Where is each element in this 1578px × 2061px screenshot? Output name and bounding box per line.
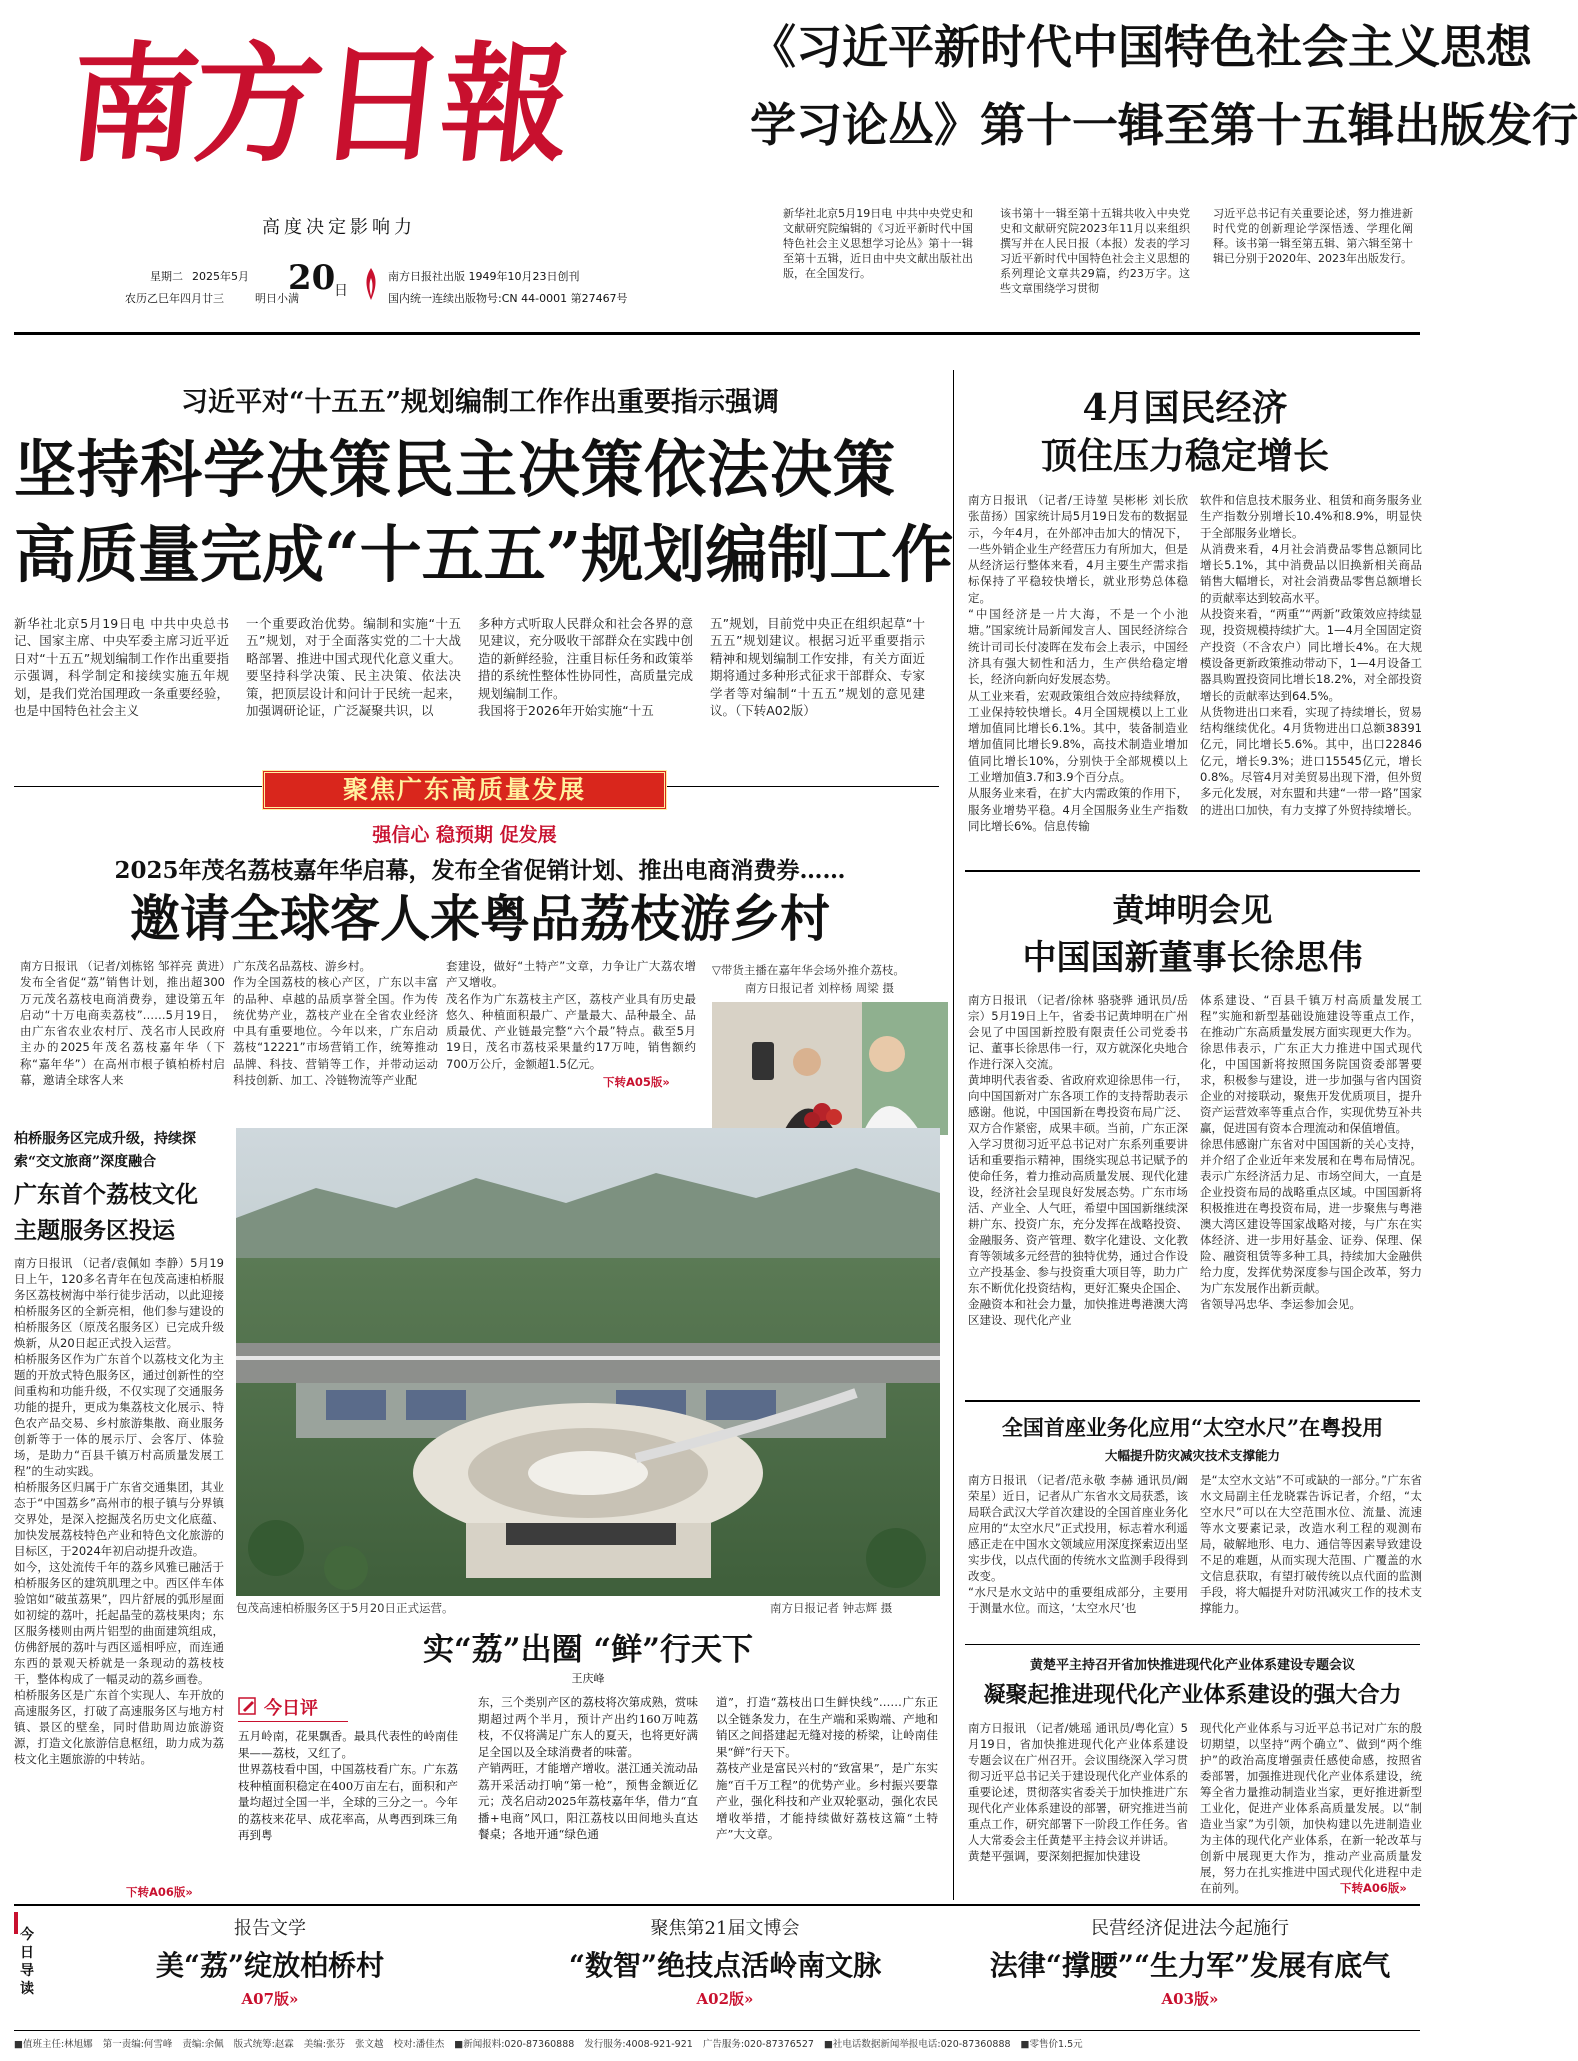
guide-item-kicker: 民营经济促进法今起施行 [1091, 1918, 1289, 1939]
footer-item: 责编:余佩 [182, 2039, 224, 2050]
date-block [125, 258, 770, 312]
service-kicker: 柏桥服务区完成升级，持续探索“交文旅商”深度融合 [14, 1131, 196, 1170]
lychee-col2: 广东茂名品荔枝、游乡村。 作为全国荔枝的核心产区，广东以丰富的品种、卓越的品质享誉全国。作为传统优势产业，荔枝产业在全省农业经济中具有重要地位。今年以来，广东启动荔枝“12221”市场营销工作，统筹推动品牌、科技、营销等工作，并带动运动科技创新、加工、冷链物流等产业配 [233, 959, 438, 1088]
footer-item: ■新闻报料:020-87360888 [454, 2039, 575, 2050]
lychee-continue-label: 下转A05版 [603, 1075, 663, 1089]
guide-item-page: A03版» [1161, 1990, 1219, 2008]
meeting-col1: 南方日报讯 （记者/徐林 骆骁骅 通讯员/岳宗）5月19日上午，省委书记黄坤明在广州会见了中国国新控股有限责任公司党委书记、董事长徐思伟一行，双方就深化央地合作进行深入交流。 黄坤明代表省委、省政府欢迎徐思伟一行，向中国国新对广东各项工作的支持帮助表示感谢。他说，中国国新在粤投资布局广泛、双方合作紧密，成果丰硕。当前，广东正深入学习贯彻习近平总书记对广东系列重要讲话和重要指示精神，围绕实现总书记赋予的使命任务，着力推动高质量发展、现代化建设，经济社会呈现良好发展态势。广东市场活、产业全、人气旺，希望中国国新继续深耕广东、投资广东，充分发挥在战略投资、金融服务、资产管理、数字化建设、文化教育等领域多元经营的独特优势，通过合作设立产投基金、参与投资重大项目等，助力广东不断优化投资结构，更好汇聚央企国企、金融资本和社会力量，加快推进粤港澳大湾区建设、现代化产业 [968, 993, 1188, 1327]
masthead-slogan: 高度决定影响力 [262, 217, 416, 238]
guide-item-page: A02版» [696, 1990, 754, 2008]
commentary-title: 实“荔”出圈 “鲜”行天下 [422, 1632, 754, 1668]
guide-item-title: 法律“撑腰”“生力军”发展有底气 [989, 1949, 1391, 1982]
economy-title-1: 4月国民经济 [1082, 387, 1288, 429]
guide-item-2[interactable] [510, 1912, 940, 2012]
guide-label: 今日导读 [20, 1927, 34, 1997]
footer-credits [14, 2036, 1420, 2054]
meeting-rule [965, 1400, 1420, 1402]
guide-item-3[interactable] [960, 1912, 1420, 2012]
lychee-col3: 套建设，做好“土特产”文章，力争让广大荔农增产又增收。 茂名作为广东荔枝主产区，荔枝产业具有历史最悠久、种植面积最广、产量最大、品种最全、品质最优、产业链最完整“六个最”特点。截至5月19日，茂名市荔枝采果量约17万吨，销售额约700万公斤，金额超1.5亿元。 [446, 959, 696, 1071]
page-arrow-icon: » [1399, 1881, 1407, 1895]
footer-item: 第一责编:何雪峰 [102, 2039, 173, 2050]
top-story-col3: 习近平总书记有关重要论述，努力推进新时代党的创新理论学深悟透、学理化阐释。该书第一辑至第五辑、第六辑至第十辑已分别于2020年、2023年出版发行。 [1213, 207, 1413, 265]
commentary-col1: 五月岭南，花果飘香。最具代表性的岭南佳果——荔枝，又红了。 世界荔枝看中国，中国荔枝看广东。广东荔枝种植面积稳定在400万亩左右，面积和产量均超过全国一半，全球的三分之一。今年的荔枝来花早、成花率高，从粤西到珠三角再到粤 [238, 1729, 458, 1842]
guide-label-box [14, 1912, 36, 2012]
service-photo-caption: 包茂高速柏桥服务区于5月20日正式运营。 [236, 1601, 454, 1615]
top-story-title-2: 学习论丛》第十一辑至第十五辑出版发行 [750, 98, 1578, 152]
economy-col2: 软件和信息技术服务业、租赁和商务服务业生产指数分别增长10.4%和8.9%，明显快于全部服务业增长。 从消费来看，4月社会消费品零售总额同比增长5.1%，其中消费品以旧换新相关商品销售大幅增长，对社会消费品零售总额增长的贡献率达到较高水平。 从投资来看，“两重”“两新”政策效应持续显现，投资规模持续扩大。1—4月全国固定资产投资（不含农户）同比增长4%。在大规模设备更新政策推动带动下，1—4月设备工器具购置投资同比增长18.2%，对全部投资增长的贡献率达到64.5%。 从货物进出口来看，实现了持续增长，贸易结构继续优化。4月货物进出口总额38391亿元，同比增长5.6%。其中，出口22846亿元，增长9.3%；进口15545亿元，增长0.8%。尽管4月对美贸易出现下滑，但外贸多元化发展，对东盟和共建“一带一路”国家的进出口加快，有力支撑了外贸持续增长。 [1200, 493, 1422, 817]
top-story-col1: 新华社北京5月19日电 中共中央党史和文献研究院编辑的《习近平新时代中国特色社会主义思想学习论丛》第十一辑至第十五辑，近日由中央文献出版社出版，在全国发行。 [783, 207, 973, 280]
guide-item-kicker: 聚焦第21届文博会 [650, 1918, 800, 1939]
newspaper-logo: 南方日報 [62, 30, 574, 180]
water-subtitle: 大幅提升防灾减灾技术支撑能力 [1104, 1448, 1280, 1463]
lead-col2: 一个重要政治优势。编制和实施“十五五”规划，对于全面落实党的二十大战略部署、推进中国式现代化意义重大。要坚持科学决策、民主决策、依法决策，把顶层设计和问计于民统一起来，加强调研论证，广泛凝聚共识，以 [246, 616, 461, 719]
lead-title-1: 坚持科学决策民主决策依法决策 [14, 433, 897, 506]
year-month: 2025年5月 [192, 270, 249, 283]
guide-label-marker [14, 1912, 18, 1934]
service-body: 南方日报讯 （记者/袁佩如 李静）5月19日上午，120多名青年在包茂高速柏桥服务区荔枝树海中举行徒步活动，以此迎接柏桥服务区的全新亮相，他们参与建设的柏桥服务区（原茂名服务区）已完成升级焕新，从20日起正式投入运营。 柏桥服务区作为广东首个以荔枝文化为主题的开放式特色服务区，通过创新性的空间重构和功能升级，不仅实现了交通服务功能的提升，更成为集荔枝文化展示、特色农产品交易、乡村旅游集散、商业服务创新等于一体的展示厅、会客厅、体验场，是助力“百县千镇万村高质量发展工程”的生动实践。 柏桥服务区归属于广东省交通集团，其业态于“中国荔乡”高州市的根子镇与分界镇交界处，是深入挖掘茂名历史文化底蕴、加快发展荔枝特色产业和特色文化旅游的目标区，于2024年初启动提升改造。 如今，这处流传千年的荔乡风雅已融活于柏桥服务区的建筑肌理之中。西区伴车体验馆如“破茧荔果”，四片舒展的弧形屋面如初绽的荔叶，托起晶莹的荔枝果肉；东区服务楼则由两片铝型的曲面建筑组成，仿佛舒展的荔叶与西区遥相呼应，而连通东西的景观天桥就是一条现动的荔枝枝干，整体构成了一幅灵动的荔乡画卷。 柏桥服务区是广东首个实现人、车开放的高速服务区，打破了高速服务区与地方村镇、景区的壁垒，同时借助周边旅游资源，打造文化旅游信息枢纽，助力成为荔枝文化主题旅游的中转站。 [14, 1256, 224, 1766]
industry-col1: 南方日报讯 （记者/姚瑶 通讯员/粤化宣）5月19日，省加快推进现代化产业体系建设专题会议在广州召开。会议围绕深入学习贯彻习近平总书记关于建设现代化产业体系的重要论述，贯彻落实省委关于加快推进广东现代化产业体系建设的部署，研究推进当前重点工作，研究部署下一阶段工作任务。省人大常委会主任黄楚平主持会议并讲话。 黄楚平强调，要深刻把握加快建设 [968, 1721, 1188, 1863]
day-number: 20 [288, 258, 336, 298]
guangdong-banner-text: 聚焦广东高质量发展 [342, 775, 586, 804]
industry-continue-label: 下转A06版 [1340, 1881, 1400, 1895]
footer-item: 美编:张芬 [303, 2039, 345, 2050]
water-rule [965, 1644, 1420, 1645]
masthead-flame-icon [362, 266, 380, 302]
weekday: 星期二 [150, 270, 183, 283]
lychee-continue-link[interactable] [603, 1074, 703, 1090]
lead-col4: 五”规划，目前党中央正在组织起草“十五五”规划建议。根据习近平重要指示精神和规划编制工作安排，有关方面近期将通过多种形式征求干部群众、专家学者等对编制“十五五”规划的意见建议。（下转A02版） [710, 616, 925, 719]
footer-rule [14, 2030, 1420, 2031]
page-arrow-icon: » [185, 1885, 193, 1899]
footer-item: ■值班主任:林旭娜 [14, 2039, 93, 2050]
lunar-date: 农历乙巳年四月廿三 [125, 292, 224, 305]
masthead-rule [14, 332, 1420, 335]
commentary-col2: 东，三个类别产区的荔枝将次第成熟，赏味期超过两个半月，预计产出约160万吨荔枝，不仅将满足广东人的夏天，也将更好满足全国以及全球消费者的味蕾。 产销两旺，才能增产增收。湛江通关流动品荔开采活动打响“第一枪”，预售金额近亿元；茂名启动2025年荔枝嘉年华，借力“直播+电商”风口，阳江荔枝以田间地头直达餐桌；各地开通“绿色通 [478, 1695, 698, 1841]
service-title-2: 主题服务区投运 [14, 1217, 175, 1244]
publisher-line: 南方日报社出版 1949年10月23日创刊 [388, 270, 580, 283]
pen-icon [238, 1696, 258, 1716]
footer-item: ■社电话数据新闻举报电话:020-87360888 [823, 2039, 1011, 2050]
lychee-photo-caption: ▽带货主播在嘉年华会场外推介荔枝。 [712, 963, 905, 977]
commentary-author: 王庆峰 [571, 1672, 605, 1685]
meeting-title-1: 黄坤明会见 [1112, 891, 1273, 929]
water-col1: 南方日报讯 （记者/范永敬 李赫 通讯员/阚荣星）近日，记者从广东省水文局获悉，该局联合武汉大学首次建设的全国首座业务化应用的“太空水尺”正式投用，标志着水利遥感正走在中国水文领域应用深度探索迈出坚实步伐，以点代面的传统水文监测手段得到改变。 “水尺是水文站中的重要组成部分，主要用于测量水位。而这，‘太空水尺’也 [968, 1473, 1188, 1615]
footer-item: 发行服务:4008-921-921 [584, 2039, 693, 2050]
industry-kicker: 黄楚平主持召开省加快推进现代化产业体系建设专题会议 [1029, 1658, 1355, 1673]
service-title-1: 广东首个荔枝文化 [14, 1181, 198, 1208]
industry-col2: 现代化产业体系与习近平总书记对广东的殷切期望，以坚持“两个确立”、做到“两个维护”的政治高度增强责任感使命感，按照省委部署，加强推进现代化产业体系建设，统筹全省力量推动制造业当家，更好推进新型工业化，促进产业体系高质量发展。以“制造业当家”为引领，加快构建以先进制造业为主体的现代化产业体系，在新一轮改革与创新中展现更大作为，推动产业高质量发展，努力在扎实推进中国式现代化进程中走在前列。 [1200, 1721, 1422, 1895]
guangdong-banner [262, 770, 667, 810]
commentary-label-box [238, 1694, 348, 1722]
guide-item-kicker: 报告文学 [234, 1918, 306, 1939]
service-continue-label: 下转A06版 [126, 1885, 186, 1899]
commentary-col3: 道”，打造“荔枝出口生鲜快线”……广东正以全链条发力，在生产端和采购端、产地和销区之间搭建起无缝对接的桥梁，让岭南佳果“鲜”行天下。 荔枝产业是富民兴村的“致富果”，是广东实施“百千万工程”的优势产业。乡村振兴要靠产业，强化科技和产业双轮驱动，强化农民增收举措，才能持续做好荔枝这篇“土特产”大文章。 [716, 1695, 938, 1841]
economy-title-2: 顶住压力稳定增长 [1040, 435, 1329, 477]
lychee-title: 邀请全球客人来粤品荔枝游乡村 [130, 889, 830, 948]
economy-rule [965, 870, 1420, 872]
service-area-photo [236, 1128, 940, 1596]
lead-col3: 多种方式听取人民群众和社会各界的意见建议，充分吸收干部群众在实践中创造的新鲜经验，注重目标任务和政策举措的系统性整体性协同性，高质量完成规划编制工作。 我国将于2026年开始实施“十五 [478, 616, 693, 719]
guide-item-1[interactable] [60, 1912, 480, 2012]
top-story-col2: 该书第十一辑至第十五辑共收入中央党史和文献研究院2023年11月以来组织撰写并在人民日报（本报）发表的学习习近平新时代中国特色社会主义思想的系列理论文章共29篇，约23万字。这些文章围绕学习贯彻 [1000, 207, 1190, 295]
guide-item-page: A07版» [241, 1990, 299, 2008]
footer-item: 版式统筹:赵霖 [233, 2039, 294, 2050]
footer-item: ■零售价1.5元 [1020, 2039, 1083, 2050]
service-photo-credit: 南方日报记者 钟志辉 摄 [770, 1601, 893, 1615]
footer-item: 广告服务:020-87376527 [702, 2039, 814, 2050]
weather: 明日小满 [255, 292, 299, 305]
cn-number: 国内统一连续出版物号:CN 44-0001 第27467号 [388, 292, 628, 305]
column-divider [953, 370, 954, 1900]
page-arrow-icon: » [662, 1075, 670, 1089]
footer-item: 校对:潘佳杰 [393, 2039, 445, 2050]
lychee-kicker: 2025年茂名荔枝嘉年华启幕，发布全省促销计划、推出电商消费券…… [114, 857, 846, 884]
meeting-title-2: 中国国新董事长徐思伟 [1022, 938, 1363, 978]
day-suffix: 日 [334, 283, 348, 299]
masthead [0, 0, 1578, 330]
water-title: 全国首座业务化应用“太空水尺”在粤投用 [1001, 1415, 1384, 1440]
guide-item-title: 美“荔”绽放柏桥村 [155, 1949, 385, 1982]
service-continue-link[interactable] [126, 1884, 226, 1900]
commentary-label: 今日评 [264, 1698, 318, 1719]
lychee-photo-credit: 南方日报记者 刘梓杨 周梁 摄 [745, 981, 894, 995]
footer-item: 张文越 [355, 2039, 384, 2050]
guide-top-rule [14, 1904, 1420, 1906]
guide-item-title: “数智”绝技点活岭南文脉 [568, 1949, 882, 1982]
lead-kicker: 习近平对“十五五”规划编制工作作出重要指示强调 [180, 387, 780, 418]
guangdong-subbanner: 强信心 稳预期 促发展 [372, 824, 557, 846]
lead-col1: 新华社北京5月19日电 中共中央总书记、国家主席、中央军委主席习近平近日对“十五五”规划编制工作作出重要指示强调，科学制定和接续实施五年规划，是我们党治国理政一条重要经验，也是中国特色社会主义 [14, 616, 229, 719]
lychee-photo [712, 1002, 948, 1135]
water-col2: 是“太空水文站”不可或缺的一部分。”广东省水文局副主任龙晓霖告诉记者，介绍，“太空水尺”可以在大空范围水位、流量、流速等水文要素记录，改造水利工程的观测布局，破解地形、电力、通信等因素导致建设不足的难题，从而实现大范围、广覆盖的水文信息获取，有望打破传统以点代面的监测手段，将大幅提升对防汛减灾工作的技术支撑能力。 [1200, 1473, 1422, 1615]
lychee-col1: 南方日报讯 （记者/刘栋铭 邹祥亮 黄进）发布全省促“荔”销售计划，推出超300万元茂名荔枝电商消费券，建设第五年启动“十万电商卖荔枝”……5月19日，由广东省农业农村厅、茂名市人民政府主办的2025年茂名荔枝嘉年华（下称“嘉年华”）在高州市根子镇柏桥村启幕，邀请全球客人来 [20, 959, 225, 1088]
industry-title: 凝聚起推进现代化产业体系建设的强大合力 [983, 1682, 1402, 1708]
industry-continue-link[interactable] [1340, 1880, 1425, 1896]
economy-col1: 南方日报讯 （记者/王诗堃 吴彬彬 刘长欣 张苗扬）国家统计局5月19日发布的数据显示，今年4月，在外部冲击加大的情况下，一些外销企业生产经营压力有所加大，但是从经济运行整体来看，4月主要生产需求指标保持了平稳较快增长，就业形势总体稳定。 “中国经济是一片大海，不是一个小池塘。”国家统计局新闻发言人、国民经济综合统计司司长付凌晖在发布会上表示，中国经济具有强大韧性和活力，生产供给稳定增长，经济向新向好发展态势。 从工业来看，宏观政策组合效应持续释放，工业保持较快增长。4月全国规模以上工业增加值同比增长6.1%。其中，装备制造业增加值同比增长9.8%，高技术制造业增加值同比增长10%，分别快于全部规模以上工业增加值3.7和3.9个百分点。 从服务业来看，在扩大内需政策的作用下，服务业增势平稳。4月全国服务业生产指数同比增长6%。信息传输 [968, 493, 1188, 833]
top-story-title-1: 《习近平新时代中国特色社会主义思想 [750, 20, 1532, 74]
meeting-col2: 体系建设、“百县千镇万村高质量发展工程”实施和新型基础设施建设等重点工作，在推动广东高质量发展方面实现更大作为。 徐思伟表示，广东正大力推进中国式现代化，中国国新将按照国务院国资委部署要求，积极参与建设，进一步加强与省内国资企业的对接联动，聚焦开发优质项目，提升资产运营效率等重点合作，实现优势互补共赢，促进国有资本合理流动和保值增值。 徐思伟感谢广东省对中国国新的关心支持，并介绍了企业近年来发展和在粤布局情况。表示广东经济活力足、市场空间大，一直是企业投资布局的战略重点区域。中国国新将积极推进在粤投资布局，进一步聚焦与粤港澳大湾区建设等国家战略对接，与广东在实体经济、进一步用好基金、证券、保理、保险、融资租赁等多种工具，持续加大金融供给力度，发挥优势深度参与国企改革，努力为广东发展作出新贡献。 省领导冯忠华、李运参加会见。 [1200, 993, 1422, 1311]
lead-title-2: 高质量完成“十五五”规划编制工作 [14, 518, 954, 591]
